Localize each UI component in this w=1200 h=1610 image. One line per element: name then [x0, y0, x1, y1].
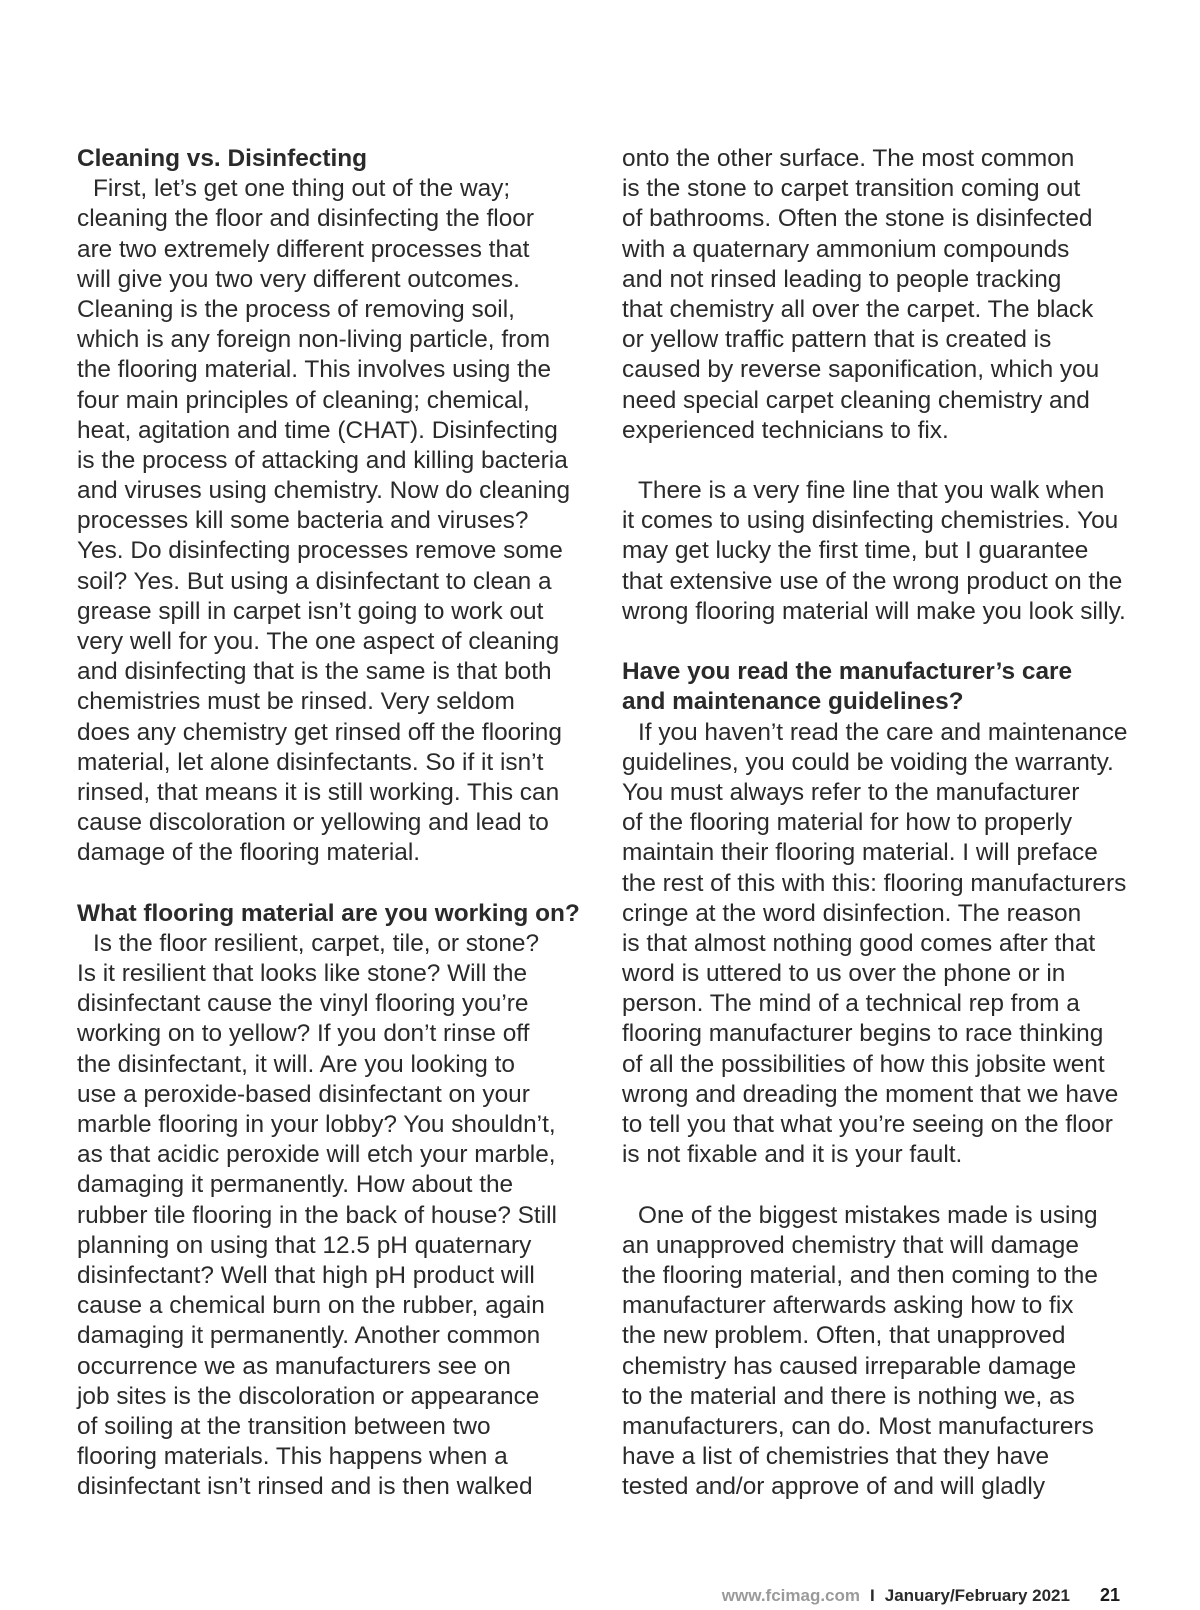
body-text-line: experienced technicians to fix.: [622, 416, 949, 444]
page-footer: [0, 1583, 1120, 1608]
body-text-line: If you haven’t read the care and maintenance: [638, 718, 1128, 746]
body-text-line: job sites is the discoloration or appearance: [77, 1382, 540, 1410]
body-text-line: Yes. Do disinfecting processes remove some: [77, 537, 563, 565]
body-text-line: of the flooring material for how to properly: [622, 809, 1073, 837]
body-text-line: word is uttered to us over the phone or in: [622, 960, 1066, 988]
body-text-line: flooring manufacturer begins to race thinking: [622, 1020, 1104, 1048]
footer-separator: I: [870, 1586, 875, 1605]
body-text-line: soil? Yes. But using a disinfectant to clean a: [77, 567, 552, 595]
body-text-line: Cleaning is the process of removing soil,: [77, 295, 515, 323]
body-text-line: Is it resilient that looks like stone? Will the: [77, 960, 528, 988]
body-text-line: processes kill some bacteria and viruses?: [77, 507, 529, 535]
body-text-line: You must always refer to the manufacturer: [622, 778, 1080, 806]
body-text-line: to the material and there is nothing we, as: [622, 1382, 1075, 1410]
body-text-line: or yellow traffic pattern that is created is: [622, 326, 1052, 354]
body-text-line: caused by reverse saponification, which you: [622, 356, 1100, 384]
article-column-right: [622, 144, 1127, 1502]
body-text-line: are two extremely different processes that: [77, 235, 530, 263]
section-heading-line: What flooring material are you working on?: [77, 899, 580, 927]
body-text-line: is the stone to carpet transition coming out: [622, 175, 1081, 203]
body-text-line: tested and/or approve of and will gladly: [622, 1473, 1046, 1501]
paragraph-break: [622, 627, 1127, 657]
footer-issue-date: January/February 2021: [884, 1586, 1070, 1605]
body-text-line: to tell you that what you’re seeing on the floor: [622, 1111, 1113, 1138]
body-text-line: is the process of attacking and killing bacteria: [77, 446, 568, 474]
body-text-line: which is any foreign non-living particle, from: [77, 326, 551, 354]
body-text-line: working on to yellow? If you don’t rinse off: [77, 1020, 530, 1048]
body-text-line: that chemistry all over the carpet. The black: [622, 295, 1094, 323]
body-text-line: grease spill in carpet isn’t going to work out: [77, 597, 544, 625]
paragraph-break: [77, 869, 582, 899]
body-text-line: damage of the flooring material.: [77, 839, 421, 867]
body-text-line: maintain their flooring material. I will preface: [622, 839, 1098, 867]
body-text-line: disinfectant cause the vinyl flooring you’re: [77, 990, 529, 1018]
body-text-line: it comes to using disinfecting chemistries. You: [622, 507, 1119, 535]
body-text-line: chemistries must be rinsed. Very seldom: [77, 688, 515, 716]
section-heading-line: and maintenance guidelines?: [622, 688, 964, 716]
body-text-line: planning on using that 12.5 pH quaternary: [77, 1231, 532, 1259]
body-text-line: heat, agitation and time (CHAT). Disinfecting: [77, 416, 558, 444]
body-text-line: wrong and dreading the moment that we have: [622, 1080, 1119, 1108]
body-text-line: with a quaternary ammonium compounds: [622, 235, 1070, 263]
body-text-line: use a peroxide-based disinfectant on your: [77, 1080, 530, 1108]
footer-website: www.fcimag.com: [721, 1586, 861, 1605]
body-text-line: chemistry has caused irreparable damage: [622, 1352, 1077, 1380]
body-text-line: and disinfecting that is the same is that both: [77, 658, 552, 686]
body-text-line: cause a chemical burn on the rubber, again: [77, 1292, 545, 1320]
body-text-line: damaging it permanently. Another common: [77, 1322, 541, 1350]
body-text-line: cause discoloration or yellowing and lead to: [77, 809, 549, 837]
body-text-line: marble flooring in your lobby? You shouldn’t,: [77, 1111, 556, 1138]
body-text-line: One of the biggest mistakes made is using: [638, 1201, 1098, 1229]
body-text-line: guidelines, you could be voiding the warranty.: [622, 748, 1114, 776]
body-text-line: of soiling at the transition between two: [77, 1412, 491, 1440]
body-text-line: cleaning the floor and disinfecting the floor: [77, 205, 534, 233]
body-text-line: damaging it permanently. How about the: [77, 1171, 514, 1199]
body-text-line: material, let alone disinfectants. So if it isn’t: [77, 748, 544, 776]
body-text-line: wrong flooring material will make you look silly.: [622, 597, 1126, 625]
section-heading-line: Cleaning vs. Disinfecting: [77, 145, 368, 172]
body-text-line: the disinfectant, it will. Are you looking to: [77, 1050, 515, 1078]
body-text-line: manufacturer afterwards asking how to fix: [622, 1292, 1074, 1320]
body-text-line: and not rinsed leading to people tracking: [622, 265, 1062, 293]
body-text-line: disinfectant? Well that high pH product will: [77, 1261, 535, 1289]
body-text-line: of bathrooms. Often the stone is disinfected: [622, 205, 1093, 233]
body-text-line: as that acidic peroxide will etch your marble,: [77, 1141, 556, 1169]
paragraph-break: [622, 1170, 1127, 1200]
body-text-line: and viruses using chemistry. Now do cleaning: [77, 477, 571, 505]
body-text-line: may get lucky the first time, but I guarantee: [622, 537, 1089, 565]
body-text-line: the rest of this with this: flooring manufacturers: [622, 869, 1127, 897]
section-heading-line: Have you read the manufacturer’s care: [622, 658, 1073, 686]
article-column-left: [77, 144, 582, 1502]
body-text-line: of all the possibilities of how this jobsite went: [622, 1050, 1105, 1078]
body-text-line: need special carpet cleaning chemistry and: [622, 386, 1090, 414]
body-text-line: disinfectant isn’t rinsed and is then walked: [77, 1473, 533, 1501]
paragraph-break: [622, 446, 1127, 476]
body-text-line: an unapproved chemistry that will damage: [622, 1231, 1079, 1259]
body-text-line: flooring materials. This happens when a: [77, 1443, 508, 1471]
body-text-line: occurrence we as manufacturers see on: [77, 1352, 511, 1380]
body-text-line: is that almost nothing good comes after that: [622, 929, 1096, 957]
body-text-line: very well for you. The one aspect of cleaning: [77, 628, 560, 655]
body-text-line: rinsed, that means it is still working. This can: [77, 778, 560, 806]
body-text-line: onto the other surface. The most common: [622, 145, 1075, 172]
body-text-line: rubber tile flooring in the back of house? Still: [77, 1201, 557, 1229]
page-number: 21: [1099, 1585, 1120, 1605]
body-text-line: four main principles of cleaning; chemical,: [77, 386, 530, 414]
body-text-line: There is a very fine line that you walk when: [638, 477, 1105, 505]
body-text-line: cringe at the word disinfection. The reason: [622, 899, 1082, 927]
body-text-line: the flooring material, and then coming to the: [622, 1261, 1098, 1289]
body-text-line: Is the floor resilient, carpet, tile, or stone?: [93, 929, 540, 957]
body-text-line: that extensive use of the wrong product on the: [622, 567, 1123, 595]
body-text-line: person. The mind of a technical rep from a: [622, 990, 1080, 1018]
body-text-line: First, let’s get one thing out of the way;: [93, 175, 511, 203]
body-text-line: the flooring material. This involves using the: [77, 356, 552, 384]
body-text-line: have a list of chemistries that they have: [622, 1443, 1050, 1471]
body-text-line: will give you two very different outcomes.: [77, 265, 520, 293]
body-text-line: is not fixable and it is your fault.: [622, 1141, 963, 1169]
body-text-line: does any chemistry get rinsed off the flooring: [77, 718, 562, 746]
body-text-line: the new problem. Often, that unapproved: [622, 1322, 1066, 1350]
body-text-line: manufacturers, can do. Most manufacturers: [622, 1412, 1094, 1440]
